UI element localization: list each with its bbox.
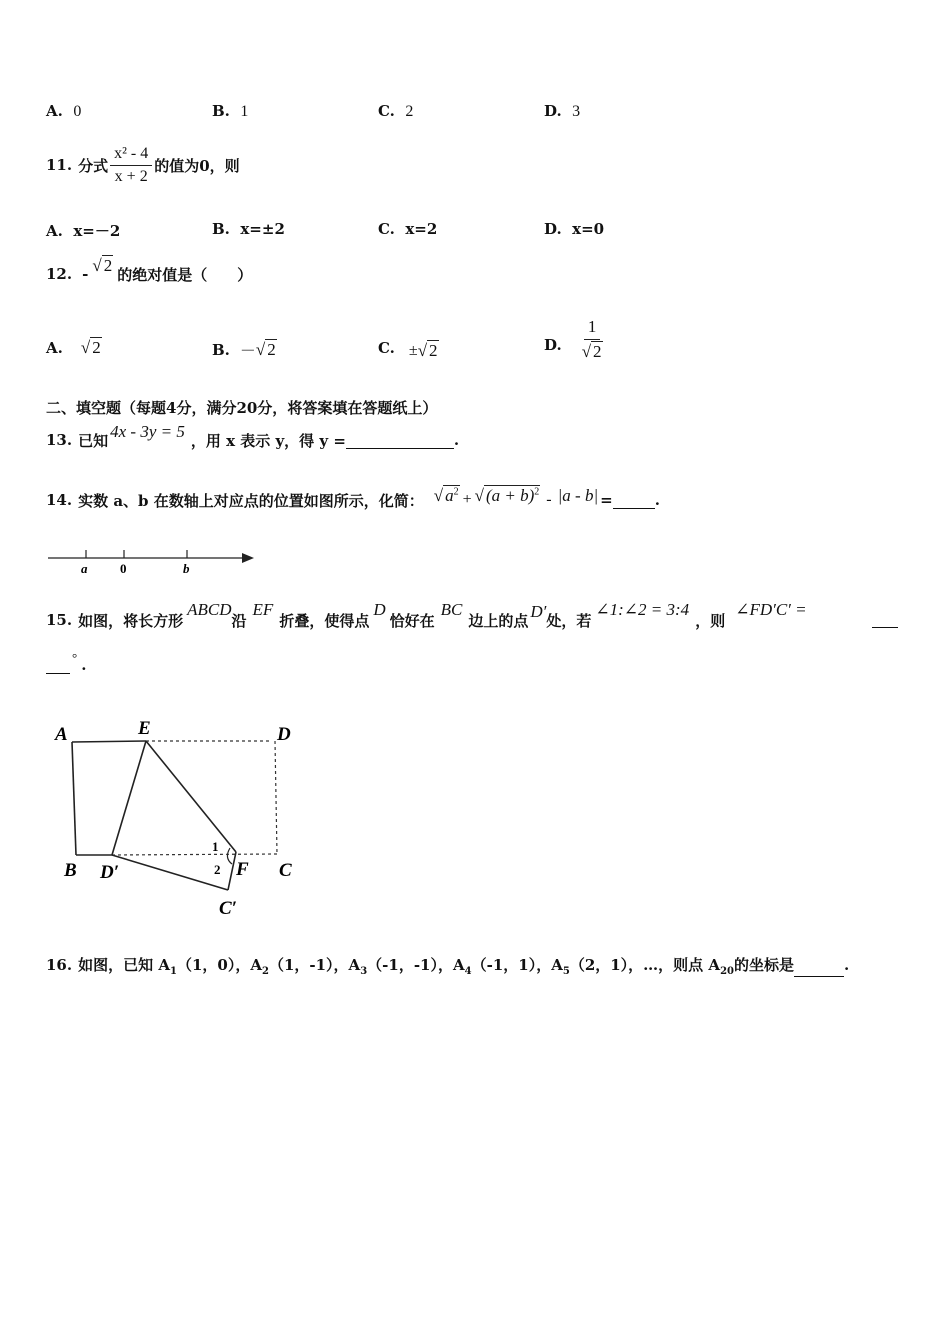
q11-lead: 分式: [78, 156, 109, 175]
q15-answer-blank-1[interactable]: [872, 611, 898, 628]
label-B: B: [64, 860, 77, 881]
q12-sqrt: √ 2: [92, 256, 113, 275]
q11-fraction: [110, 145, 152, 186]
question-12: [46, 256, 252, 292]
q10-option-b: B. 1: [212, 102, 249, 120]
q14-sqrt-a2: √ $a^2$: [433, 486, 459, 505]
q14-number-line: [44, 544, 264, 578]
label-C: C: [279, 860, 292, 881]
q12-number: 12.: [46, 265, 73, 283]
question-16: 16. 如图，已知 $A_1(1$，0），$A_2(1$，-1），$A_3(-1$，-1），$A_4(-1$，1），$A_5(2$，1），…，则点 $A_{20}$的坐标是 .: [46, 956, 850, 977]
label-E: E: [138, 718, 151, 739]
q12-option-a: A. √ 2: [46, 338, 101, 357]
axis-label-b: b: [183, 561, 190, 576]
question-11: [46, 140, 240, 190]
q11-option-d: D. x=0: [544, 220, 605, 238]
label-angle-2: 2: [214, 862, 221, 877]
label-angle-1: 1: [212, 839, 219, 854]
q10-option-d: D. 3: [544, 102, 581, 120]
q16-answer-blank[interactable]: [794, 962, 844, 977]
q10-option-c: C. 2: [378, 102, 414, 120]
q14-sqrt-ab2: √ $(a + b)^2$: [474, 486, 540, 505]
q15-figure: [50, 712, 310, 922]
q10-option-a: A. 0: [46, 102, 82, 120]
q13-equation: 4x - 3y = 5: [110, 422, 185, 441]
question-14: 14. 实数 a、b 在数轴上对应点的位置如图所示，化简： √ $a^2$ + √ $(a + b)^2$ - |a - b| = .: [46, 486, 660, 510]
q15-line-2: ° .: [46, 656, 86, 674]
label-D-prime: D′: [100, 862, 120, 883]
axis-label-a: a: [81, 561, 88, 576]
q11-option-a: A. x=－2: [46, 222, 121, 240]
q12-minus: -: [82, 265, 89, 283]
q11-tail: 的值为0，则: [154, 156, 240, 175]
axis-label-zero: 0: [120, 561, 127, 576]
q12-option-b: B. － √ 2: [212, 339, 276, 360]
q13-answer-blank[interactable]: [346, 432, 454, 449]
q11-fraction-denominator: x + 2: [114, 167, 148, 185]
q11-option-b: B. x=±2: [212, 220, 285, 238]
label-F: F: [236, 859, 249, 880]
q12-tail: 的绝对值是（ ）: [117, 265, 253, 284]
section-2-heading: 二、填空题（每题4分，满分20分，将答案填在答题纸上）: [46, 399, 438, 417]
question-13: 13. 已知 4x - 3y = 5 ，用 x 表示 y，得 y = .: [46, 422, 460, 450]
q12-option-c: C. ± √ 2: [378, 339, 438, 360]
q11-number: 11.: [46, 156, 73, 174]
q12-option-d: D. $\frac{1}{√ 2}$: [544, 317, 602, 361]
q11-option-c: C. x=2: [378, 220, 438, 238]
question-15: 15. 如图，将长方形 ABCD 沿 EF 折叠，使得点 D 恰好在 BC 边上的点 D′ 处，若 ∠1:∠2 = 3:4 ，则 ∠FD′C′ =: [46, 600, 807, 630]
label-A: A: [55, 724, 68, 745]
q15-answer-blank-2[interactable]: [46, 657, 70, 674]
label-C-prime: C′: [219, 898, 238, 919]
q11-fraction-numerator: x² - 4: [110, 145, 152, 166]
label-D: D: [277, 724, 291, 745]
q14-abs: |a - b|: [557, 486, 599, 505]
q14-answer-blank[interactable]: [613, 492, 655, 509]
